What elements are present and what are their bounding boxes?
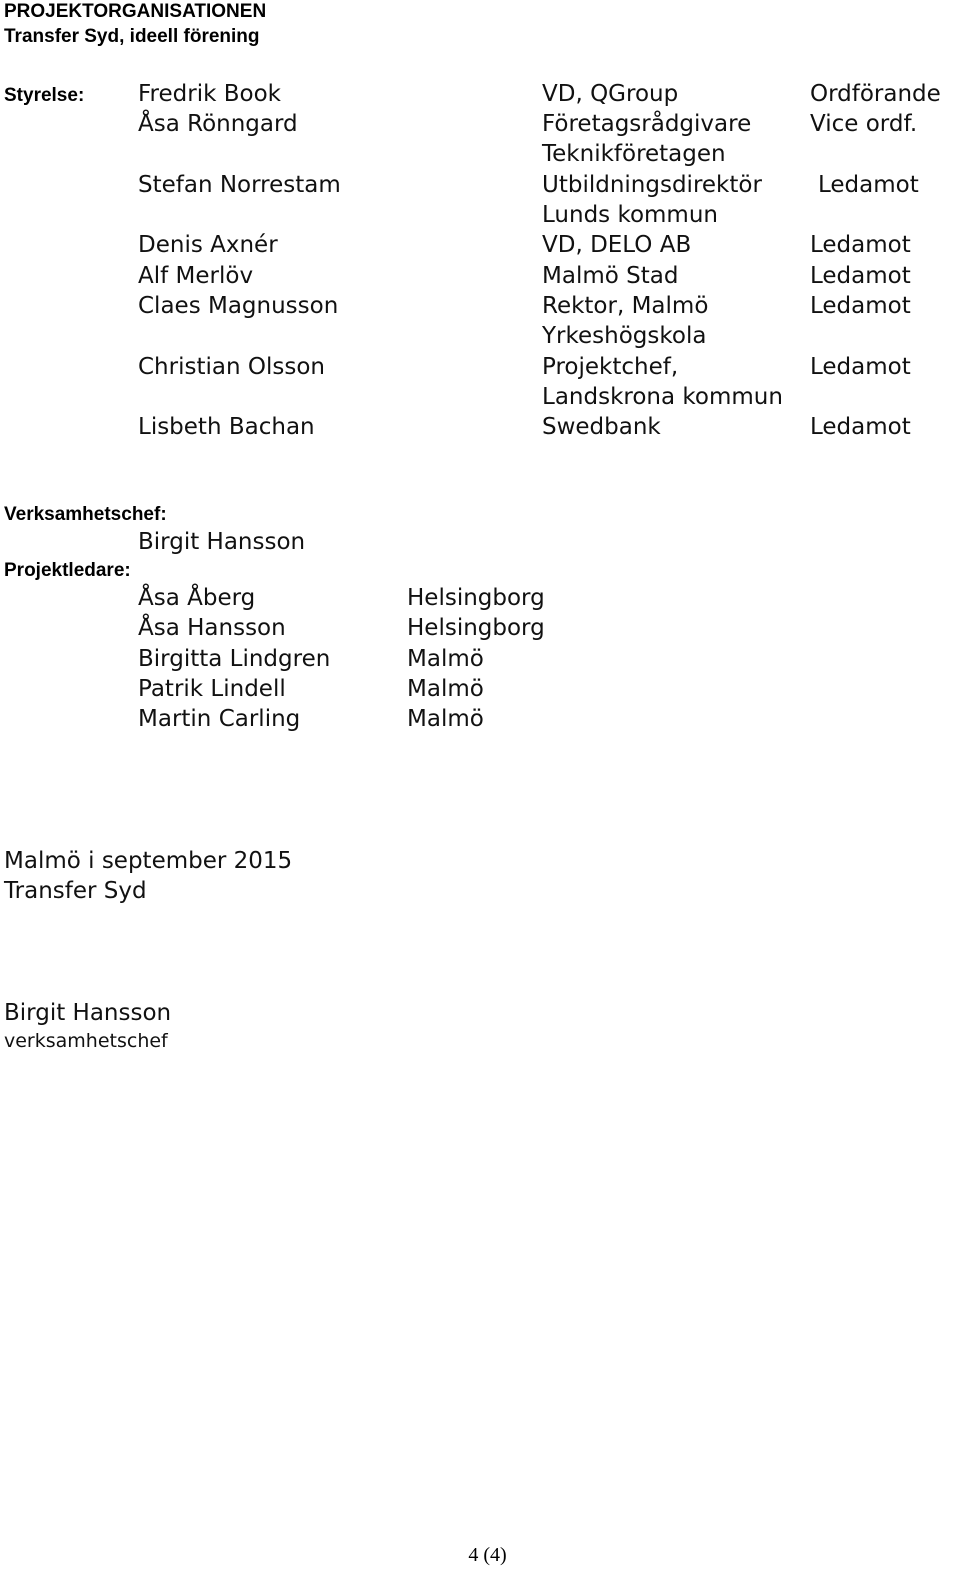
signer-name: Birgit Hansson bbox=[4, 1000, 172, 1026]
leader-name: Åsa Hansson bbox=[138, 615, 286, 641]
member-org: Swedbank bbox=[542, 414, 661, 440]
leader-name: Birgitta Lindgren bbox=[138, 646, 331, 672]
place-date: Malmö i september 2015 bbox=[4, 848, 293, 874]
member-role: Ledamot bbox=[810, 354, 911, 380]
member-role: Ordförande bbox=[810, 81, 941, 107]
manager-name: Birgit Hansson bbox=[138, 529, 306, 555]
leader-city: Malmö bbox=[407, 646, 484, 672]
member-org: VD, QGroup bbox=[542, 81, 679, 107]
closing-org: Transfer Syd bbox=[4, 878, 147, 904]
document-subtitle: Transfer Syd, ideell förening bbox=[4, 26, 260, 47]
member-name: Denis Axnér bbox=[138, 232, 278, 258]
member-name: Christian Olsson bbox=[138, 354, 325, 380]
leader-name: Åsa Åberg bbox=[138, 585, 256, 611]
member-name: Lisbeth Bachan bbox=[138, 414, 315, 440]
member-name: Fredrik Book bbox=[138, 81, 281, 107]
member-org: Projektchef, bbox=[542, 354, 679, 380]
leader-name: Patrik Lindell bbox=[138, 676, 286, 702]
member-name: Stefan Norrestam bbox=[138, 172, 341, 198]
member-org-line2: Landskrona kommun bbox=[542, 384, 783, 410]
member-org: Rektor, Malmö bbox=[542, 293, 709, 319]
leader-city: Helsingborg bbox=[407, 585, 545, 611]
page-number: 4 (4) bbox=[468, 1544, 507, 1566]
member-name: Alf Merlöv bbox=[138, 263, 254, 289]
board-label: Styrelse: bbox=[4, 85, 85, 106]
member-org-line2: Teknikföretagen bbox=[542, 141, 726, 167]
management-label: Verksamhetschef: bbox=[4, 504, 167, 525]
signer-title: verksamhetschef bbox=[4, 1030, 168, 1052]
member-role: Ledamot bbox=[810, 263, 911, 289]
member-role: Ledamot bbox=[810, 414, 911, 440]
member-role: Ledamot bbox=[810, 293, 911, 319]
member-role: Ledamot bbox=[818, 172, 919, 198]
member-name: Åsa Rönngard bbox=[138, 111, 298, 137]
member-role: Vice ordf. bbox=[810, 111, 918, 137]
member-org: VD, DELO AB bbox=[542, 232, 692, 258]
member-org-line2: Lunds kommun bbox=[542, 202, 718, 228]
leader-city: Malmö bbox=[407, 676, 484, 702]
member-name: Claes Magnusson bbox=[138, 293, 339, 319]
member-org: Företagsrådgivare bbox=[542, 111, 752, 137]
leader-city: Helsingborg bbox=[407, 615, 545, 641]
member-org: Utbildningsdirektör bbox=[542, 172, 762, 198]
member-org: Malmö Stad bbox=[542, 263, 679, 289]
member-role: Ledamot bbox=[810, 232, 911, 258]
member-org-line2: Yrkeshögskola bbox=[542, 323, 707, 349]
leader-name: Martin Carling bbox=[138, 706, 301, 732]
project-leaders-label: Projektledare: bbox=[4, 560, 131, 581]
document-title: PROJEKTORGANISATIONEN bbox=[4, 1, 267, 22]
leader-city: Malmö bbox=[407, 706, 484, 732]
